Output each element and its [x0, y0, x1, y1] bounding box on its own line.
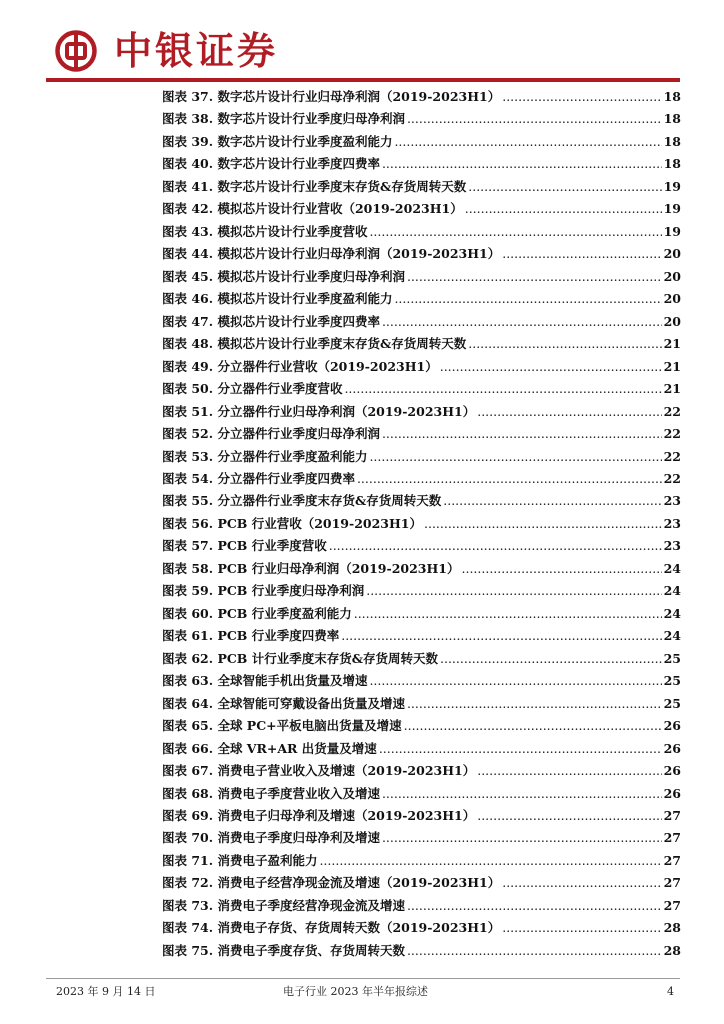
- toc-entry-page: 28: [663, 942, 681, 958]
- toc-dot-leader: [394, 288, 661, 310]
- toc-entry-label: 图表 73. 消费电子季度经营净现金流及增速: [162, 897, 405, 913]
- toc-entry-page: 23: [663, 493, 681, 509]
- toc-entry-label: 图表 65. 全球 PC+平板电脑出货量及增速: [162, 718, 402, 734]
- toc-entry-label: 图表 62. PCB 计行业季度末存货&存货周转天数: [162, 650, 439, 666]
- toc-dot-leader: [477, 760, 661, 782]
- toc-entry-label: 图表 42. 模拟芯片设计行业营收（2019-2023H1）: [162, 201, 463, 217]
- toc-entry-page: 24: [663, 605, 681, 621]
- toc-entry[interactable]: [162, 738, 681, 760]
- toc-entry-page: 21: [663, 336, 681, 352]
- toc-entry-page: 20: [663, 268, 681, 284]
- toc-entry-label: 图表 55. 分立器件行业季度末存货&存货周转天数: [162, 493, 442, 509]
- toc-entry-page: 24: [663, 628, 681, 644]
- toc-entry-label: 图表 48. 模拟芯片设计行业季度末存货&存货周转天数: [162, 336, 467, 352]
- brand-name: 中银证券: [114, 28, 279, 73]
- toc-dot-leader: [382, 311, 662, 333]
- toc-entry-page: 22: [663, 448, 681, 464]
- toc-entry-page: 23: [663, 515, 681, 531]
- toc-dot-leader: [382, 153, 662, 175]
- toc-entry[interactable]: [162, 940, 681, 962]
- toc-entry[interactable]: [162, 108, 681, 130]
- toc-entry[interactable]: [162, 311, 681, 333]
- toc-dot-leader: [502, 243, 661, 265]
- toc-entry-page: 19: [663, 201, 681, 217]
- toc-entry[interactable]: [162, 760, 681, 782]
- header-divider: [46, 78, 680, 82]
- toc-entry-page: 22: [663, 426, 681, 442]
- toc-entry-label: 图表 54. 分立器件行业季度四费率: [162, 470, 355, 486]
- toc-entry-page: 18: [663, 133, 681, 149]
- page-number: 4: [667, 985, 674, 998]
- toc-entry[interactable]: [162, 153, 681, 175]
- toc-entry-page: 19: [663, 178, 681, 194]
- toc-entry-label: 图表 51. 分立器件行业归母净利润（2019-2023H1）: [162, 403, 476, 419]
- toc-dot-leader: [382, 827, 662, 849]
- toc-entry-label: 图表 59. PCB 行业季度归母净利润: [162, 583, 365, 599]
- toc-entry-page: 25: [663, 673, 681, 689]
- toc-dot-leader: [477, 401, 661, 423]
- toc-entry-page: 18: [663, 156, 681, 172]
- toc-dot-leader: [440, 356, 662, 378]
- toc-entry-page: 21: [663, 358, 681, 374]
- toc-entry[interactable]: [162, 625, 681, 647]
- toc-entry-label: 图表 44. 模拟芯片设计行业归母净利润（2019-2023H1）: [162, 246, 501, 262]
- toc-entry-page: 20: [663, 291, 681, 307]
- toc-dot-leader: [407, 266, 662, 288]
- toc-entry[interactable]: [162, 401, 681, 423]
- toc-entry[interactable]: [162, 513, 681, 535]
- toc-entry-label: 图表 67. 消费电子营业收入及增速（2019-2023H1）: [162, 763, 476, 779]
- toc-entry-label: 图表 68. 消费电子季度营业收入及增速: [162, 785, 380, 801]
- page-header: [0, 0, 724, 86]
- toc-entry-label: 图表 56. PCB 行业营收（2019-2023H1）: [162, 515, 422, 531]
- toc-entry[interactable]: [162, 446, 681, 468]
- footer-date: 2023 年 9 月 14 日: [56, 985, 156, 998]
- toc-entry[interactable]: [162, 895, 681, 917]
- toc-dot-leader: [382, 783, 662, 805]
- toc-entry-label: 图表 41. 数字芯片设计行业季度末存货&存货周转天数: [162, 178, 467, 194]
- toc-entry-label: 图表 58. PCB 行业归母净利润（2019-2023H1）: [162, 560, 460, 576]
- toc-entry[interactable]: [162, 535, 681, 557]
- figure-list: [162, 86, 681, 962]
- toc-dot-leader: [502, 917, 661, 939]
- toc-entry-page: 20: [663, 246, 681, 262]
- toc-entry-page: 26: [663, 763, 681, 779]
- toc-entry-label: 图表 64. 全球智能可穿戴设备出货量及增速: [162, 695, 405, 711]
- toc-entry[interactable]: [162, 805, 681, 827]
- toc-entry-label: 图表 43. 模拟芯片设计行业季度营收: [162, 223, 368, 239]
- toc-entry-label: 图表 40. 数字芯片设计行业季度四费率: [162, 156, 380, 172]
- toc-dot-leader: [462, 558, 662, 580]
- toc-entry-page: 27: [663, 897, 681, 913]
- toc-entry-label: 图表 63. 全球智能手机出货量及增速: [162, 673, 368, 689]
- toc-entry-label: 图表 61. PCB 行业季度四费率: [162, 628, 340, 644]
- footer-title: 电子行业 2023 年半年报综述: [283, 985, 428, 998]
- toc-dot-leader: [407, 940, 662, 962]
- toc-entry-page: 22: [663, 470, 681, 486]
- toc-entry[interactable]: [162, 872, 681, 894]
- toc-dot-leader: [319, 850, 661, 872]
- toc-dot-leader: [369, 446, 661, 468]
- toc-dot-leader: [369, 221, 661, 243]
- toc-dot-leader: [424, 513, 662, 535]
- toc-entry-page: 28: [663, 920, 681, 936]
- toc-entry-label: 图表 66. 全球 VR+AR 出货量及增速: [162, 740, 377, 756]
- toc-entry[interactable]: [162, 198, 681, 220]
- toc-entry[interactable]: [162, 176, 681, 198]
- toc-entry[interactable]: [162, 558, 681, 580]
- toc-entry[interactable]: [162, 131, 681, 153]
- toc-entry[interactable]: [162, 670, 681, 692]
- toc-entry-label: 图表 69. 消费电子归母净利及增速（2019-2023H1）: [162, 808, 476, 823]
- toc-dot-leader: [440, 648, 662, 670]
- toc-entry[interactable]: [162, 86, 681, 108]
- toc-entry-label: 图表 47. 模拟芯片设计行业季度四费率: [162, 313, 380, 329]
- toc-entry-label: 图表 71. 消费电子盈利能力: [162, 852, 318, 868]
- toc-entry[interactable]: [162, 356, 681, 378]
- toc-entry-page: 25: [663, 695, 681, 711]
- toc-entry-label: 图表 72. 消费电子经营净现金流及增速（2019-2023H1）: [162, 875, 501, 891]
- toc-dot-leader: [382, 423, 662, 445]
- toc-entry-page: 27: [663, 830, 681, 846]
- toc-entry[interactable]: [162, 648, 681, 670]
- toc-entry-page: 24: [663, 583, 681, 599]
- toc-entry-page: 26: [663, 740, 681, 756]
- toc-entry-label: 图表 50. 分立器件行业季度营收: [162, 381, 343, 397]
- toc-entry-page: 27: [663, 875, 681, 891]
- toc-entry-page: 20: [663, 313, 681, 329]
- toc-dot-leader: [341, 625, 661, 647]
- toc-entry-label: 图表 45. 模拟芯片设计行业季度归母净利润: [162, 268, 405, 284]
- toc-dot-leader: [379, 738, 662, 760]
- toc-entry-label: 图表 53. 分立器件行业季度盈利能力: [162, 448, 368, 464]
- toc-dot-leader: [366, 580, 661, 602]
- toc-dot-leader: [394, 131, 661, 153]
- toc-dot-leader: [502, 86, 661, 108]
- toc-dot-leader: [407, 108, 662, 130]
- toc-dot-leader: [357, 468, 662, 490]
- toc-entry[interactable]: [162, 580, 681, 602]
- toc-entry[interactable]: [162, 423, 681, 445]
- toc-entry[interactable]: [162, 827, 681, 849]
- toc-dot-leader: [369, 670, 661, 692]
- toc-entry-label: 图表 38. 数字芯片设计行业季度归母净利润: [162, 111, 405, 127]
- toc-entry-label: 图表 49. 分立器件行业营收（2019-2023H1）: [162, 358, 438, 374]
- toc-dot-leader: [468, 176, 661, 198]
- footer-divider: [46, 978, 680, 979]
- toc-entry-page: 25: [663, 650, 681, 666]
- bank-of-china-logo-icon: [55, 30, 97, 72]
- toc-dot-leader: [407, 895, 662, 917]
- toc-entry-label: 图表 46. 模拟芯片设计行业季度盈利能力: [162, 291, 393, 307]
- toc-entry-page: 27: [663, 852, 681, 868]
- toc-entry-label: 图表 75. 消费电子季度存货、存货周转天数: [162, 942, 405, 958]
- toc-dot-leader: [465, 198, 662, 220]
- toc-entry-label: 图表 52. 分立器件行业季度归母净利润: [162, 426, 380, 442]
- toc-entry-page: 26: [663, 718, 681, 734]
- toc-entry[interactable]: [162, 693, 681, 715]
- toc-dot-leader: [329, 535, 662, 557]
- toc-entry-page: 27: [663, 808, 681, 823]
- toc-entry[interactable]: [162, 288, 681, 310]
- toc-entry[interactable]: [162, 266, 681, 288]
- toc-entry[interactable]: [162, 243, 681, 265]
- toc-entry-label: 图表 39. 数字芯片设计行业季度盈利能力: [162, 133, 393, 149]
- toc-entry[interactable]: [162, 333, 681, 355]
- toc-entry[interactable]: [162, 490, 681, 512]
- toc-entry-page: 23: [663, 538, 681, 554]
- toc-entry-page: 18: [663, 89, 681, 104]
- toc-entry[interactable]: [162, 715, 681, 737]
- toc-entry[interactable]: [162, 221, 681, 243]
- toc-entry-label: 图表 57. PCB 行业季度营收: [162, 538, 327, 554]
- toc-entry-label: 图表 37. 数字芯片设计行业归母净利润（2019-2023H1）: [162, 89, 501, 104]
- toc-entry-page: 24: [663, 560, 681, 576]
- toc-dot-leader: [354, 603, 662, 625]
- toc-entry-page: 22: [663, 403, 681, 419]
- toc-entry-label: 图表 60. PCB 行业季度盈利能力: [162, 605, 352, 621]
- toc-entry[interactable]: [162, 468, 681, 490]
- toc-dot-leader: [477, 805, 661, 827]
- toc-dot-leader: [468, 333, 661, 355]
- toc-dot-leader: [443, 490, 661, 512]
- toc-entry-page: 26: [663, 785, 681, 801]
- toc-entry-page: 18: [663, 111, 681, 127]
- toc-entry[interactable]: [162, 783, 681, 805]
- toc-entry-page: 19: [663, 223, 681, 239]
- toc-entry[interactable]: [162, 378, 681, 400]
- toc-entry-label: 图表 74. 消费电子存货、存货周转天数（2019-2023H1）: [162, 920, 501, 936]
- toc-entry-page: 21: [663, 381, 681, 397]
- toc-dot-leader: [407, 693, 662, 715]
- toc-entry[interactable]: [162, 850, 681, 872]
- toc-entry[interactable]: [162, 917, 681, 939]
- toc-dot-leader: [344, 378, 661, 400]
- toc-dot-leader: [404, 715, 662, 737]
- toc-entry-label: 图表 70. 消费电子季度归母净利及增速: [162, 830, 380, 846]
- toc-entry[interactable]: [162, 603, 681, 625]
- toc-dot-leader: [502, 872, 661, 894]
